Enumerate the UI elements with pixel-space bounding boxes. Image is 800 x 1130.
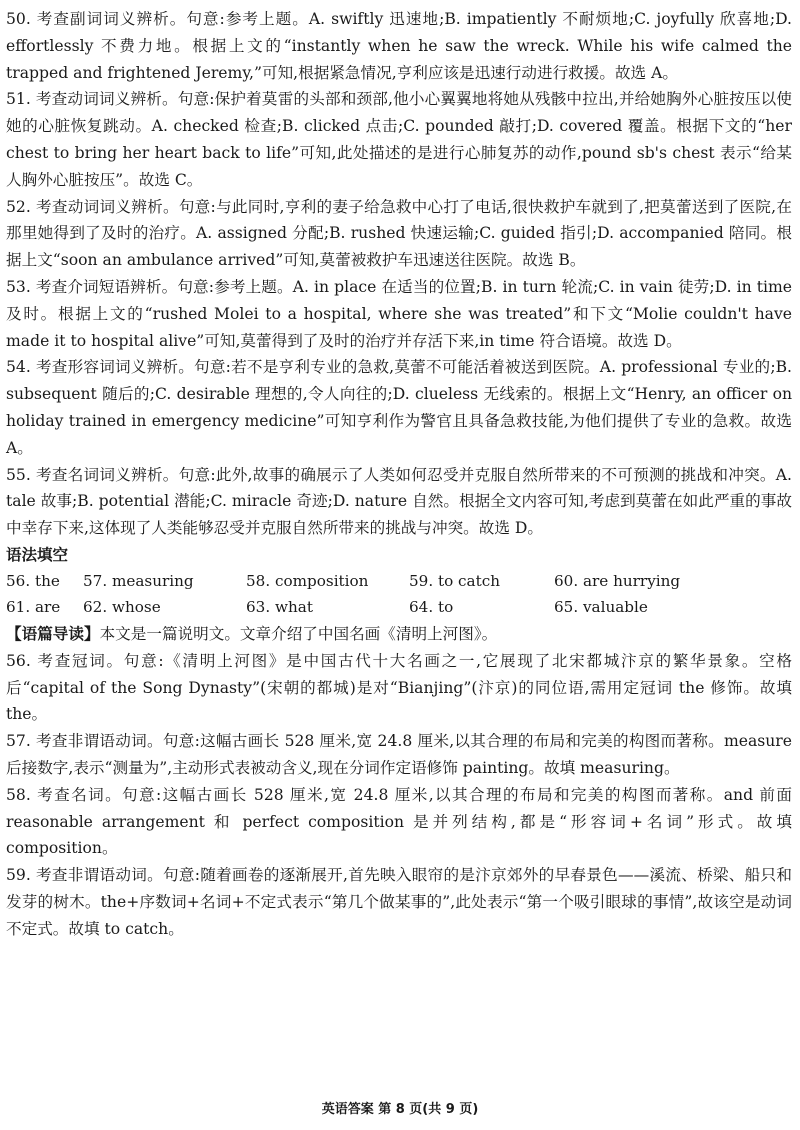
answer-63: 63. what <box>246 598 313 617</box>
explanation-58: 58. 考查名词。句意:这幅古画长 528 厘米,宽 24.8 厘米,以其合理的布局和完美的构图而著称。and 前面 reasonable arrangement 和 perfect composition 是并列结构,都是“形容词+名词”形式。故填 composition。 <box>6 785 792 858</box>
explanation-55: 55. 考查名词词义辨析。句意:此外,故事的确展示了人类如何忍受并克服自然所带来的不可预测的挑战和冲突。A. tale 故事;B. potential 潜能;C. miracle 奇迹;D. nature 自然。根据全文内容可知,考虑到莫蕾在如此严重的事故中幸存下来,这体现了人类能够忍受并克服自然所带来的挑战与冲突。故选 D。 <box>6 465 792 538</box>
explanation-57: 57. 考查非谓语动词。句意:这幅古画长 528 厘米,宽 24.8 厘米,以其合理的布局和完美的构图而著称。measure 后接数字,表示“测量为”,主动形式表被动含义,现在分词作定语修饰 painting。故填 measuring。 <box>6 732 792 777</box>
answer-59: 59. to catch <box>409 571 501 590</box>
answer-56: 56. the <box>6 571 60 590</box>
answer-62: 62. whose <box>83 598 161 617</box>
passage-guide-tag: 【语篇导读】 <box>6 624 100 643</box>
explanation-51: 51. 考查动词词义辨析。句意:保护着莫雷的头部和颈部,他小心翼翼地将她从残骸中拉出,并给她胸外心脏按压以使她的心脏恢复跳动。A. checked 检查;B. clicked 点击;C. pounded 敲打;D. covered 覆盖。根据下文的“her chest to bring her heart back to life”可知,此处描述的是进行心肺复苏的动作,pound sb's chest 表示“给某人胸外心脏按压”。故选 C。 <box>6 90 792 189</box>
answer-64: 64. to <box>409 598 454 617</box>
answer-58: 58. composition <box>246 571 369 590</box>
page-footer: 英语答案 第 8 页(共 9 页) <box>321 1102 479 1117</box>
answer-57: 57. measuring <box>83 571 194 590</box>
answer-page <box>6 6 792 943</box>
answer-65: 65. valuable <box>554 598 648 617</box>
explanation-52: 52. 考查动词词义辨析。句意:与此同时,亨利的妻子给急救中心打了电话,很快救护车就到了,把莫蕾送到了医院,在那里她得到了及时的治疗。A. assigned 分配;B. rushed 快速运输;C. guided 指引;D. accompanied 陪同。根据上文“soon an ambulance arrived”可知,莫蕾被救护车迅速送往医院。故选 B。 <box>6 197 792 270</box>
explanation-56: 56. 考查冠词。句意:《清明上河图》是中国古代十大名画之一,它展现了北宋都城汴京的繁华景象。空格后“capital of the Song Dynasty”(宋朝的都城)是对“Bianjing”(汴京)的同位语,需用定冠词 the 修饰。故填 the。 <box>6 651 792 724</box>
answer-key-grid <box>6 568 792 621</box>
passage-guide <box>6 621 792 648</box>
explanation-50: 50. 考查副词词义辨析。句意:参考上题。A. swiftly 迅速地;B. impatiently 不耐烦地;C. joyfully 欣喜地;D. effortlessly 不费力地。根据上文的“instantly when he saw the wreck. While his wife calmed the trapped and frightened Jeremy,”可知,根据紧急情况,亨利应该是迅速行动进行救援。故选 A。 <box>6 10 792 82</box>
section-title-grammar-fill: 语法填空 <box>6 545 69 564</box>
answer-61: 61. are <box>6 598 61 617</box>
explanation-53: 53. 考查介词短语辨析。句意:参考上题。A. in place 在适当的位置;B. in turn 轮流;C. in vain 徒劳;D. in time 及时。根据上文的“rushed Molei to a hospital, where she was treated”和下文“Molie couldn't have made it to hospital alive”可知,莫蕾得到了及时的治疗并存活下来,in time 符合语境。故选 D。 <box>6 277 792 350</box>
explanation-59: 59. 考查非谓语动词。句意:随着画卷的逐渐展开,首先映入眼帘的是汴京郊外的早春景色——溪流、桥梁、船只和发芽的树木。the+序数词+名词+不定式表示“第几个做某事的”,此处表示“第一个吸引眼球的事情”,故该空是动词不定式。故填 to catch。 <box>6 866 792 938</box>
passage-guide-text: 本文是一篇说明文。文章介绍了中国名画《清明上河图》。 <box>99 624 498 643</box>
answer-60: 60. are hurrying <box>554 571 681 590</box>
explanation-54: 54. 考查形容词词义辨析。句意:若不是亨利专业的急救,莫蕾不可能活着被送到医院。A. professional 专业的;B. subsequent 随后的;C. desirable 理想的,令人向往的;D. clueless 无线索的。根据上文“Henry, an officer on holiday trained in emergency medicine”可知亨利作为警官且具备急救技能,为他们提供了专业的急救。故选 A。 <box>6 358 792 457</box>
